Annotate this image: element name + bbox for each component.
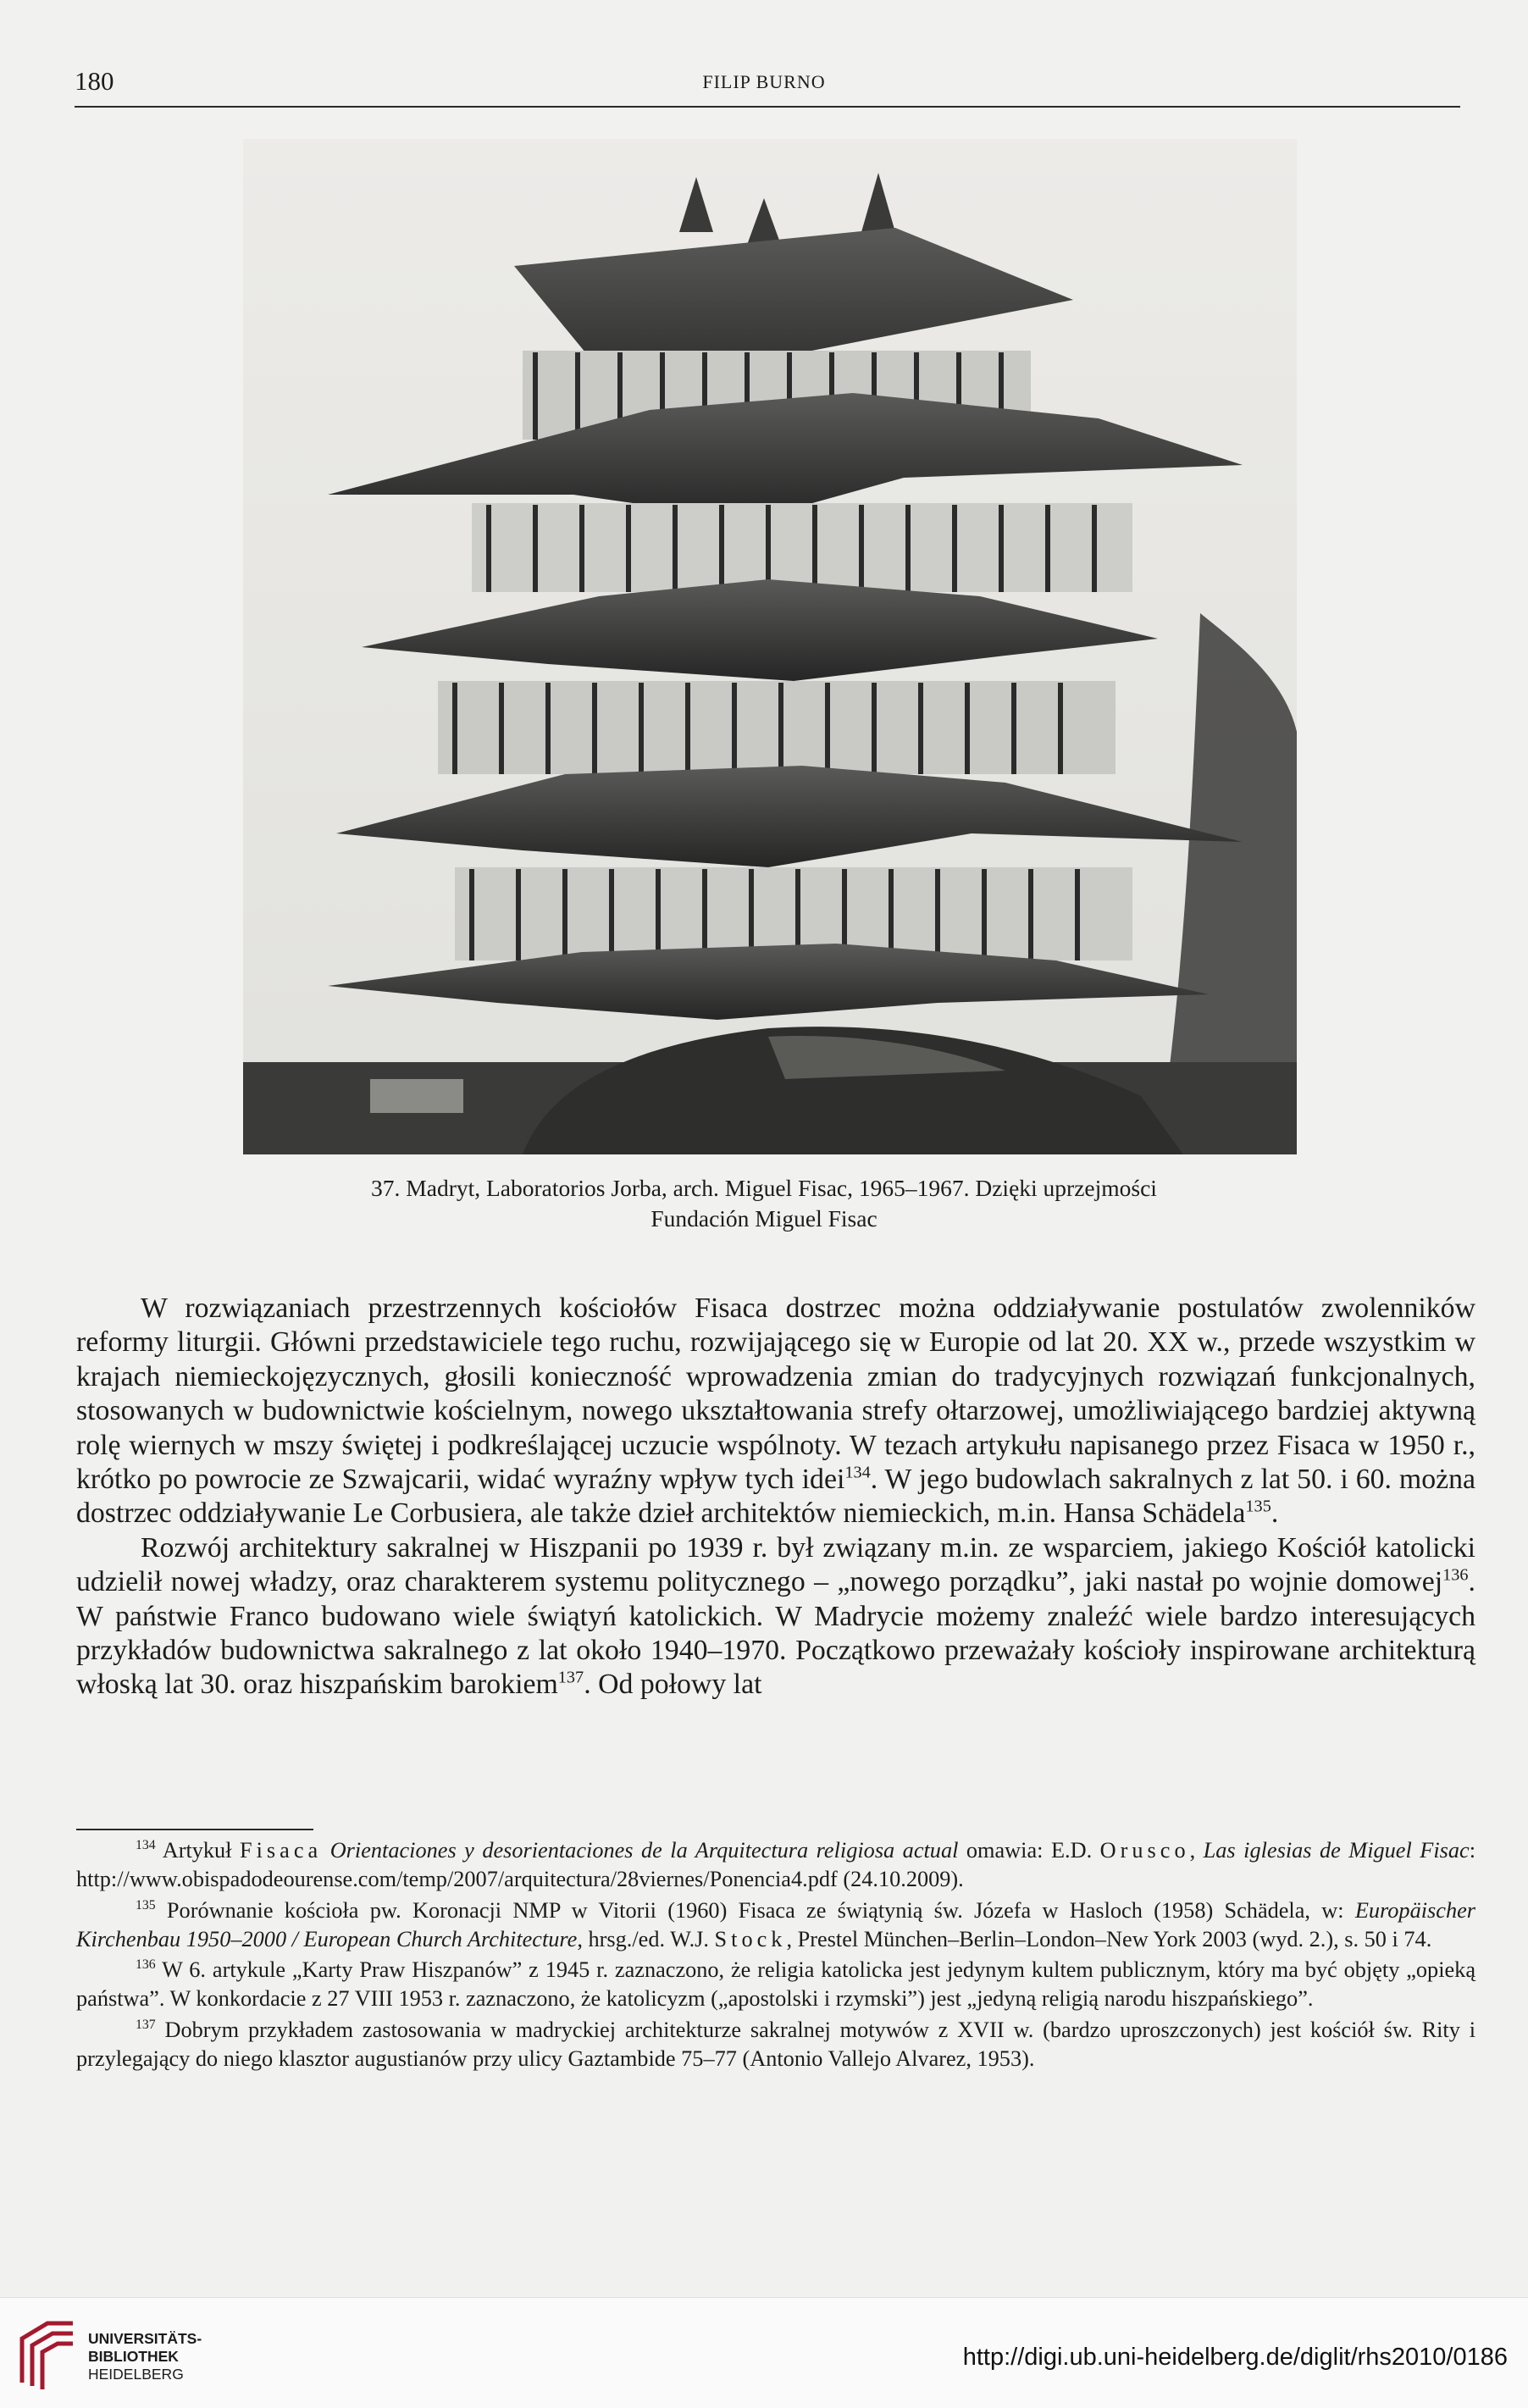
footnote-134 [76,1836,1475,1895]
source-url[interactable]: http://digi.ub.uni-heidelberg.de/diglit/rhs2010/0186 [962,2344,1508,2371]
figure-caption-line-2: Fundación Miguel Fisac [651,1205,877,1232]
paragraph-2-text-a: Rozwój architektury sakralnej w Hiszpanii po 1939 r. był związany m.in. ze wsparciem, jakiego Kościół katolicki udzielił nowej władzy, oraz charakterem systemu politycznego – „nowego porządku”, jaki nastał po wojnie domowej [76,1531,1475,1598]
page-number: 180 [75,66,114,96]
paragraph-2-text-b: . W państwie Franco budowano wiele świątyń katolickich. W Madrycie możemy znaleźć wiele bardzo interesujących przykładów budownictwa sakralnego z lat około 1940–1970. Początkowo przeważały kościoły inspirowane architekturą włoską lat 30. oraz hiszpańskim barokiem [76,1566,1475,1701]
running-title: FILIP BURNO [702,71,826,92]
footnote-ref-134: 134 [844,1463,871,1482]
figure-caption-line-1: 37. Madryt, Laboratorios Jorba, arch. Miguel Fisac, 1965–1967. Dzięki uprzejmości [371,1175,1157,1201]
footnote-text: Artykuł [162,1838,240,1863]
footnote-135 [76,1896,1475,1955]
library-name-line-1: UNIVERSITÄTS- [88,2330,202,2347]
footnote-title: Las iglesias de Miguel Fisac [1203,1838,1470,1863]
paragraph-1 [76,1292,1475,1531]
footnote-author: Stock [714,1926,787,1951]
paragraph-2-text-c: . Od połowy lat [584,1669,762,1701]
footnote-137 [76,2016,1475,2074]
footnote-title: Europäischer Kirchenbau 1950–2000 / European Church Architecture [76,1897,1475,1951]
footnote-number: 135 [136,1897,156,1913]
footnote-text: W 6. artykule „Karty Praw Hiszpanów” z 1945 r. zaznaczono, że religia katolicka jest jedynym kultem publicznym, który ma być objęty „opieką państwa”. W konkordacie z 27 VIII 1953 r. zaznaczono, że katolicyzm („apostolski i rzymski”) jest „jedyną religią narodu hiszpańskiego”. [76,1957,1475,2012]
footnote-title: Orientaciones y desorientaciones de la Arquitectura religiosa actual [329,1838,959,1863]
footnote-text: Dobrym przykładem zastosowania w madryckiej architekturze sakralnej motywów z XVII w. (bardzo uproszczonych) jest kościół św. Rity i przylegający do niego klasztor augustianów przy ulicy Gaztambide 75–77 (Antonio Vallejo Alvarez, 1953). [76,2017,1475,2072]
footnote-number: 134 [136,1838,156,1853]
footnote-ref-137: 137 [557,1669,584,1688]
digitization-footer [0,2297,1528,2408]
footnote-text: : http://www.obispadodeourense.com/temp/2007/arquitectura/28viernes/Ponencia4.pdf (24.10.2009). [76,1838,1476,1892]
ub-heidelberg-logo-icon [14,2315,81,2397]
library-name-line-3: HEIDELBERG [88,2366,184,2383]
footnote-separator [76,1829,313,1830]
footnote-ref-135: 135 [1245,1497,1271,1517]
footnotes [76,1836,1475,2075]
library-name-line-2: BIBLIOTHEK [88,2348,179,2365]
footnote-ref-136: 136 [1442,1565,1469,1585]
figure-caption [220,1173,1308,1234]
footnote-number: 136 [136,1957,156,1973]
footnote-author: Orusco [1099,1838,1190,1863]
building-photograph [243,139,1297,1154]
footnote-author: Fisaca [240,1838,323,1863]
laboratorios-jorba-photo [243,139,1297,1154]
paragraph-1-text-b: . W jego budowlach sakralnych z lat 50. i 60. można dostrzec oddziaływanie Le Corbusiera, ale także dzieł architektów niemieckich, m.in. Hansa Schädela [76,1464,1475,1530]
paragraph-1-text-c: . [1271,1497,1279,1530]
main-text [76,1292,1475,1702]
header-rule [75,106,1460,108]
footnote-number: 137 [136,2018,156,2033]
paragraph-1-text-a: W rozwiązaniach przestrzennych kościołów Fisaca dostrzec można oddziaływanie postulatów zwolenników reformy liturgii. Główni przedstawiciele tego ruchu, rozwijającego się w Europie od lat 20. XX w., przede wszystkim w krajach niemieckojęzycznych, głosili konieczność wprowadzenia zmian do tradycyjnych rozwiązań funkcjonalnych, stosowanych w budownictwie kościelnym, nowego ukształtowania strefy ołtarzowej, umożliwiającego bardziej aktywną rolę wiernych w mszy świętej i podkreślającej uczucie wspólnoty. W tezach artykułu napisanego przez Fisaca w 1950 r., krótko po powrocie ze Szwajcarii, widać wyraźny wpływ tych idei [76,1293,1475,1496]
footnote-136 [76,1956,1475,2014]
footnote-text: , Prestel München–Berlin–London–New York 2003 (wyd. 2.), s. 50 i 74. [786,1926,1432,1951]
footnote-text: omawia: E.D. [958,1838,1100,1863]
footnote-text: , [1189,1838,1204,1863]
library-name [88,2330,202,2383]
footnote-text: , hrsg./ed. W.J. [577,1926,715,1951]
paragraph-2 [76,1531,1475,1702]
footnote-text: Porównanie kościoła pw. Koronacji NMP w Vitorii (1960) Fisaca ze świątynią św. Józefa w Hasloch (1958) Schädela, w: [166,1897,1355,1923]
